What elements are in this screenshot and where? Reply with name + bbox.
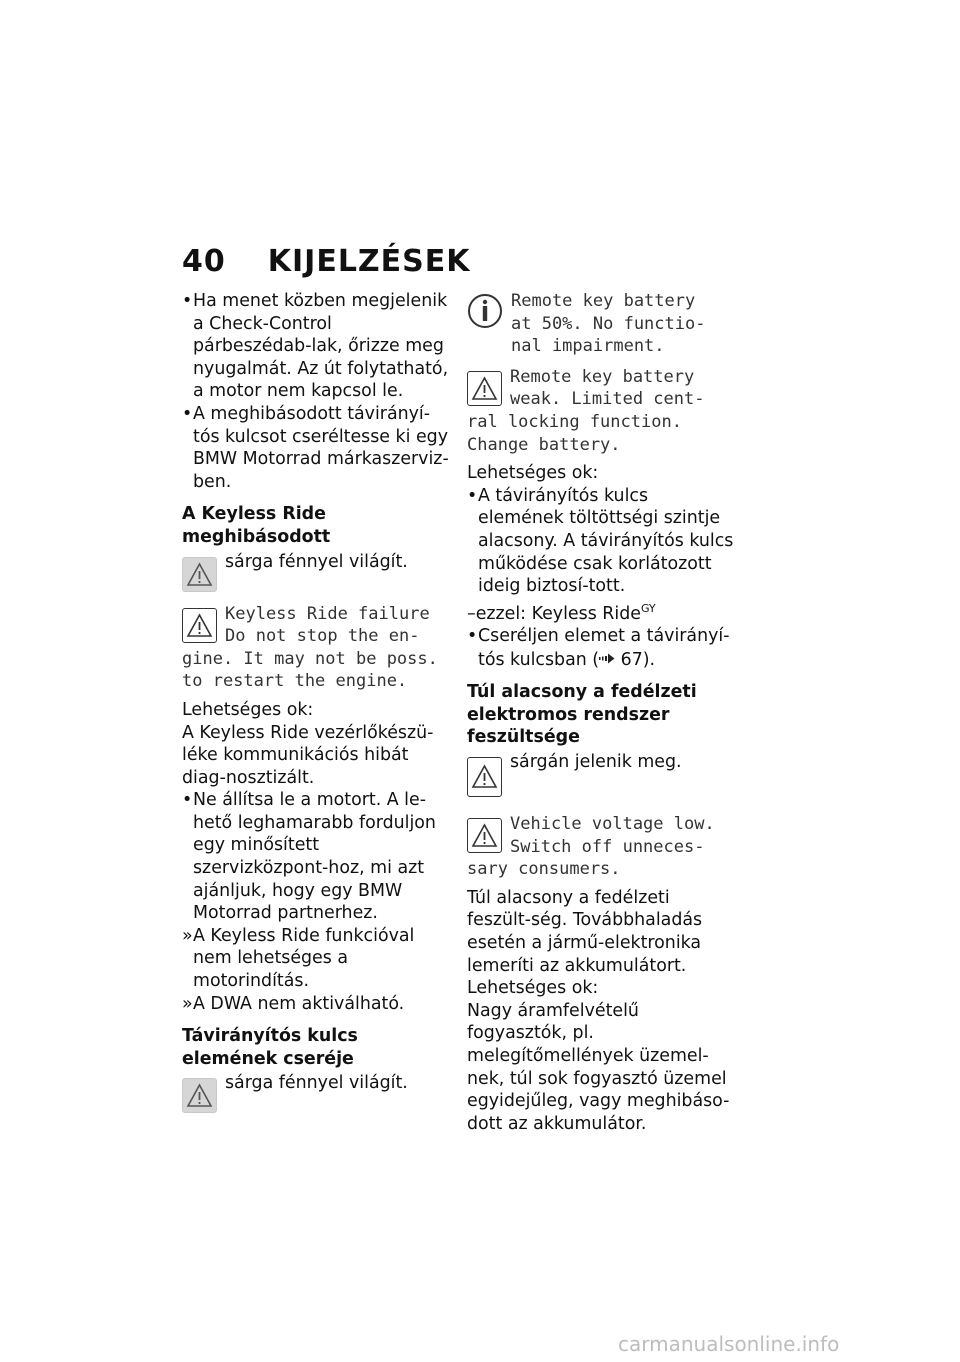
indicator-row [182,1072,454,1116]
message-line: Switch off unneces- [510,836,705,857]
section-heading: Túl alacsony a fedélzeti elektromos rendszer feszültsége [467,682,697,748]
indicator-row [182,551,454,595]
page-reference-arrow-icon [599,648,615,659]
message-line: Change battery. [467,434,621,455]
result-item: » A Keyless Ride funkcióval nem lehetséges a motorindítás. [182,925,415,992]
indicator-text: sárga fénnyel világít. [225,1073,408,1094]
body-text: Túl alacsony a fedélzeti feszült-ség. Továbbhaladás esetén a jármű-elektronika lemeríti az akkumulátort. [467,887,703,976]
watermark: carmanualsonline.info [618,1332,840,1356]
message-line: Do not stop the en- [225,626,420,647]
message-line: nal impairment. [511,336,665,357]
info-icon [467,292,503,337]
condition-line: –ezzel: Keyless Ride$^{GY}$ [467,601,656,624]
display-message [182,603,454,693]
message-line: at 50%. No functio- [511,313,706,334]
warning-triangle-icon [467,757,502,797]
bullet-item: • Cseréljen elemet a távirányí-tós kulcsban ( 67). [467,626,730,670]
warning-triangle-icon [182,1078,217,1113]
display-message [467,813,739,881]
section-heading: A Keyless Ride meghibásodott [182,504,331,547]
warning-triangle-icon [182,608,217,643]
bullet-item: • Ne állítsa le a motort. A le-hető leghamarabb forduljon egy minősített szervizközpont-hoz, mi azt ajánljuk, hogy egy BMW Motorrad partnerhez. [182,790,436,924]
message-line: Vehicle voltage low. [510,814,715,835]
display-message [467,290,739,358]
variant-code: GY [640,601,656,615]
cause-label: Lehetséges ok: [467,978,599,999]
message-line: weak. Limited cent- [510,389,705,410]
bullet-item: • A távirányítós kulcs elemének töltöttségi szintje alacsony. A távirányítós kulcs működése csak korlátozott ideig biztosí-tott. [467,485,734,597]
indicator-text: sárgán jelenik meg. [510,752,682,773]
body-text: Nagy áramfelvételű fogyasztók, pl. melegítőmellények üzemel-nek, túl sok fogyasztó üzemel egyidejűleg, vagy meghibáso-dott az akkumulátor. [467,1000,730,1134]
message-line: gine. It may not be poss. [182,648,438,669]
result-item: » A DWA nem aktiválható. [182,993,405,1014]
page-title: KIJELZÉSEK [267,244,471,279]
warning-triangle-icon [467,818,502,853]
cause-text: A Keyless Ride vezérlőkészü-léke kommunikációs hibát diag-nosztizált. [182,722,434,788]
display-message [467,366,739,456]
warning-triangle-icon [182,557,217,592]
indicator-row [467,751,739,795]
message-line: to restart the engine. [182,671,408,692]
page-number: 40 [182,244,226,279]
message-line: Remote key battery [511,291,696,311]
bullet-item: • A meghibásodott távirányí-tós kulcsot cseréltesse ki egy BMW Motorrad márkaszerviz-ben. [182,403,449,492]
left-column [182,290,454,1116]
cause-label: Lehetséges ok: [467,463,599,484]
indicator-text: sárga fénnyel világít. [225,551,408,572]
right-column [467,290,739,1135]
bullet-item: • Ha menet közben megjelenik a Check-Control párbeszédab-lak, őrizze meg nyugalmát. Az út folytatható, a motor nem kapcsol le. [182,291,449,402]
message-line: sary consumers. [467,859,621,880]
page-reference[interactable]: 67 [620,649,643,670]
cause-label: Lehetséges ok: [182,699,314,720]
page-header [182,244,471,279]
message-line: Remote key battery [510,366,695,387]
message-line: Keyless Ride failure [225,603,430,624]
warning-triangle-icon [467,371,502,406]
message-line: ral locking function. [467,411,682,432]
section-heading: Távirányítós kulcs elemének cseréje [182,1026,358,1069]
